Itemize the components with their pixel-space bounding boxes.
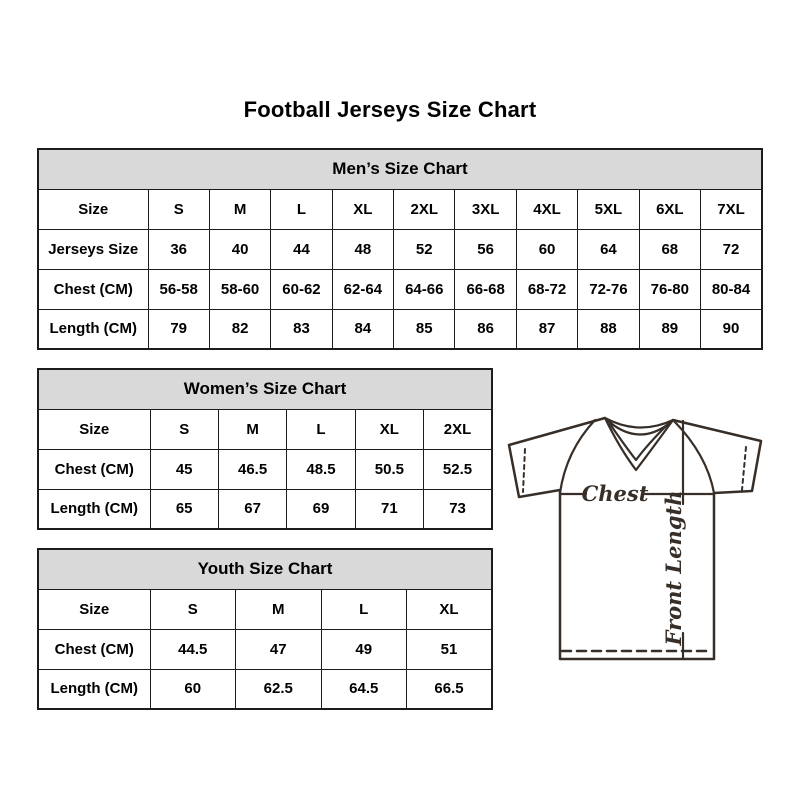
value-cell: 88 bbox=[578, 309, 639, 349]
youth-size-chart-table bbox=[37, 548, 493, 709]
right-cuff-dashed-line bbox=[742, 447, 746, 490]
table-row bbox=[38, 629, 492, 669]
table-title: Men’s Size Chart bbox=[38, 149, 762, 189]
table-title-row bbox=[38, 149, 762, 189]
table-row bbox=[38, 489, 492, 529]
value-cell: 44.5 bbox=[150, 629, 236, 669]
value-cell: XL bbox=[355, 409, 423, 449]
table-row bbox=[38, 269, 762, 309]
value-cell: 71 bbox=[355, 489, 423, 529]
value-cell: 80-84 bbox=[701, 269, 762, 309]
page-title: Football Jerseys Size Chart bbox=[243, 97, 537, 122]
value-cell: 6XL bbox=[639, 189, 700, 229]
value-cell: 64 bbox=[578, 229, 639, 269]
value-cell: 66-68 bbox=[455, 269, 516, 309]
value-cell: 4XL bbox=[516, 189, 577, 229]
value-cell: 3XL bbox=[455, 189, 516, 229]
value-cell: 50.5 bbox=[355, 449, 423, 489]
chest-label: Chest bbox=[581, 481, 649, 506]
value-cell: 73 bbox=[424, 489, 492, 529]
value-cell: 89 bbox=[639, 309, 700, 349]
value-cell: 60 bbox=[516, 229, 577, 269]
row-label-cell: Size bbox=[38, 589, 150, 629]
table-row bbox=[38, 449, 492, 489]
jersey-measurement-diagram bbox=[494, 393, 776, 685]
value-cell: 64-66 bbox=[394, 269, 455, 309]
value-cell: 58-60 bbox=[209, 269, 270, 309]
value-cell: 47 bbox=[236, 629, 322, 669]
value-cell: M bbox=[236, 589, 322, 629]
value-cell: L bbox=[287, 409, 355, 449]
value-cell: 52.5 bbox=[424, 449, 492, 489]
value-cell: 65 bbox=[150, 489, 218, 529]
table-title: Youth Size Chart bbox=[38, 549, 492, 589]
value-cell: 2XL bbox=[394, 189, 455, 229]
value-cell: 36 bbox=[148, 229, 209, 269]
value-cell: 66.5 bbox=[407, 669, 493, 709]
row-label-cell: Length (CM) bbox=[38, 489, 150, 529]
row-label-cell: Chest (CM) bbox=[38, 629, 150, 669]
value-cell: 56 bbox=[455, 229, 516, 269]
value-cell: 64.5 bbox=[321, 669, 407, 709]
value-cell: 68 bbox=[639, 229, 700, 269]
value-cell: L bbox=[271, 189, 332, 229]
value-cell: 79 bbox=[148, 309, 209, 349]
right-sleeve-seam bbox=[674, 421, 714, 493]
jersey-outline bbox=[509, 418, 761, 659]
table-title-row bbox=[38, 549, 492, 589]
value-cell: S bbox=[148, 189, 209, 229]
value-cell: 60-62 bbox=[271, 269, 332, 309]
value-cell: 90 bbox=[701, 309, 762, 349]
table-title: Women’s Size Chart bbox=[38, 369, 492, 409]
row-label-cell: Chest (CM) bbox=[38, 449, 150, 489]
table-row bbox=[38, 229, 762, 269]
value-cell: 62.5 bbox=[236, 669, 322, 709]
table-title-row bbox=[38, 369, 492, 409]
value-cell: 44 bbox=[271, 229, 332, 269]
value-cell: 68-72 bbox=[516, 269, 577, 309]
value-cell: 49 bbox=[321, 629, 407, 669]
value-cell: 72 bbox=[701, 229, 762, 269]
left-cuff-dashed-line bbox=[523, 449, 525, 492]
row-label-cell: Jerseys Size bbox=[38, 229, 148, 269]
value-cell: M bbox=[218, 409, 286, 449]
value-cell: 76-80 bbox=[639, 269, 700, 309]
table-row bbox=[38, 309, 762, 349]
row-label-cell: Length (CM) bbox=[38, 309, 148, 349]
table-row bbox=[38, 409, 492, 449]
value-cell: 2XL bbox=[424, 409, 492, 449]
value-cell: 69 bbox=[287, 489, 355, 529]
value-cell: 48 bbox=[332, 229, 393, 269]
front-length-label: Front Length bbox=[661, 490, 686, 646]
value-cell: XL bbox=[332, 189, 393, 229]
value-cell: 86 bbox=[455, 309, 516, 349]
value-cell: 84 bbox=[332, 309, 393, 349]
table-row bbox=[38, 189, 762, 229]
table-row bbox=[38, 669, 492, 709]
value-cell: S bbox=[150, 589, 236, 629]
value-cell: 62-64 bbox=[332, 269, 393, 309]
value-cell: 5XL bbox=[578, 189, 639, 229]
value-cell: 40 bbox=[209, 229, 270, 269]
value-cell: 48.5 bbox=[287, 449, 355, 489]
value-cell: 46.5 bbox=[218, 449, 286, 489]
value-cell: S bbox=[150, 409, 218, 449]
value-cell: 82 bbox=[209, 309, 270, 349]
value-cell: 83 bbox=[271, 309, 332, 349]
row-label-cell: Chest (CM) bbox=[38, 269, 148, 309]
row-label-cell: Size bbox=[38, 189, 148, 229]
value-cell: 52 bbox=[394, 229, 455, 269]
row-label-cell: Size bbox=[38, 409, 150, 449]
value-cell: 56-58 bbox=[148, 269, 209, 309]
value-cell: M bbox=[209, 189, 270, 229]
womens-size-chart-table bbox=[37, 368, 493, 529]
value-cell: 60 bbox=[150, 669, 236, 709]
value-cell: 51 bbox=[407, 629, 493, 669]
value-cell: 87 bbox=[516, 309, 577, 349]
table-row bbox=[38, 589, 492, 629]
row-label-cell: Length (CM) bbox=[38, 669, 150, 709]
value-cell: XL bbox=[407, 589, 493, 629]
value-cell: 67 bbox=[218, 489, 286, 529]
mens-size-chart-table bbox=[37, 148, 763, 349]
value-cell: 85 bbox=[394, 309, 455, 349]
value-cell: L bbox=[321, 589, 407, 629]
value-cell: 7XL bbox=[701, 189, 762, 229]
value-cell: 72-76 bbox=[578, 269, 639, 309]
value-cell: 45 bbox=[150, 449, 218, 489]
